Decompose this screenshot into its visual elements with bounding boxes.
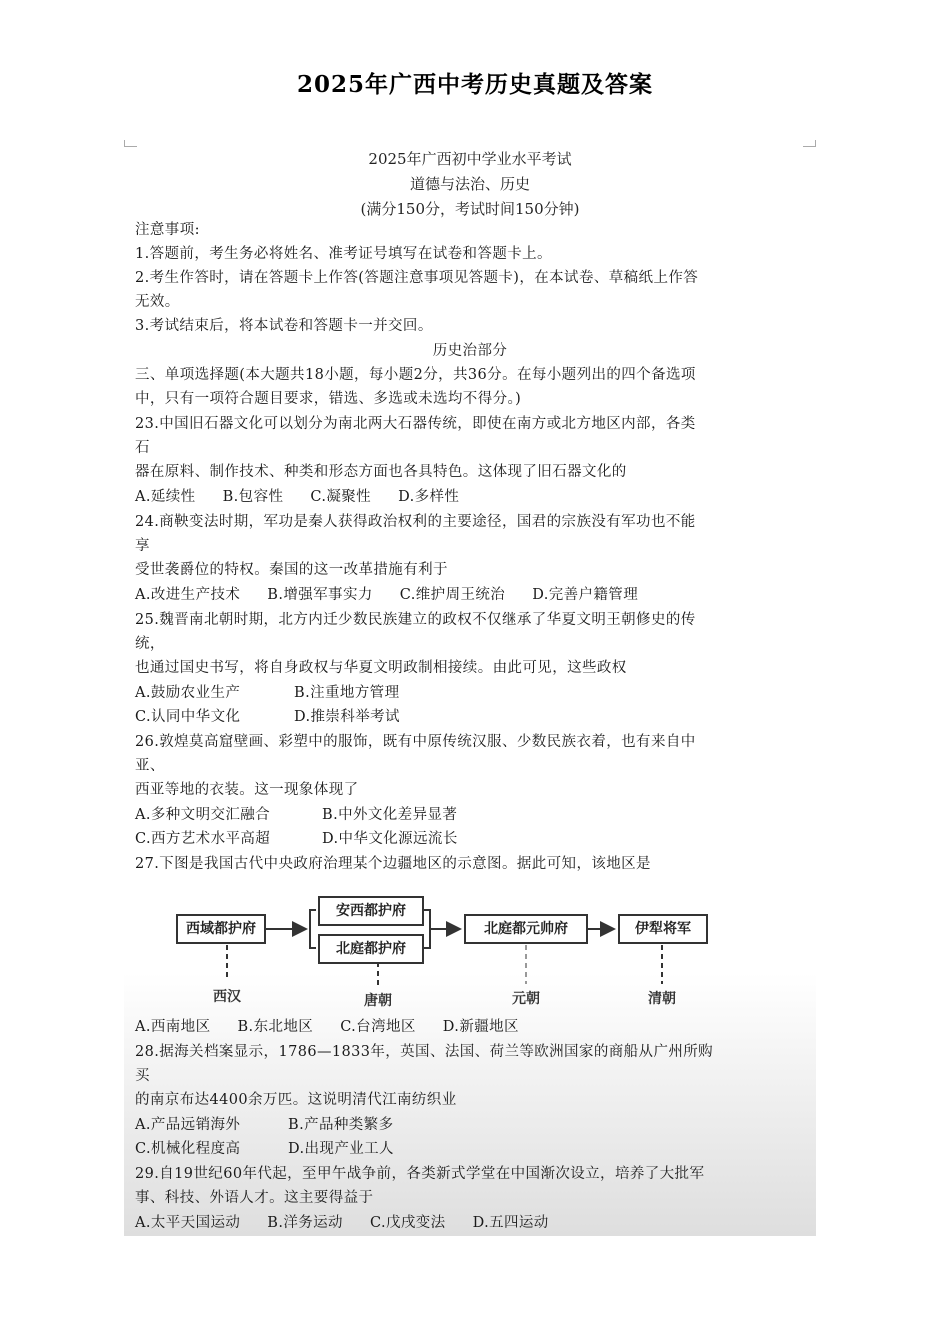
option-a: A.太平天国运动 [135,1215,241,1231]
question-26-options [135,829,815,849]
exam-title: 2025年广西初中学业水平考试 [368,150,572,168]
option-c: C.台湾地区 [340,1019,416,1035]
crop-mark-top-right [803,140,816,147]
box-beiting-duyuanshuaifu: 北庭都元帅府 [464,914,588,944]
option-b: B.包容性 [222,489,284,505]
option-d: D.多样性 [398,489,460,505]
question-28-options [135,1115,815,1135]
question-28-options [135,1139,815,1159]
frontier-administration-diagram [124,888,816,1018]
section-title: 历史治部分 [432,343,508,359]
option-c: C.认同中华文化 [135,709,241,725]
option-b: B.产品种类繁多 [288,1117,394,1133]
option-d: D.新疆地区 [442,1019,519,1035]
section-instruction: 三、单项选择题(本大题共18小题，每小题2分，共36分。在每小题列出的四个备选项 [135,367,696,383]
question-23-stem: 器在原料、制作技术、种类和形态方面也各具特色。这体现了旧石器文化的 [135,464,627,480]
option-a: A.延续性 [135,489,196,505]
question-23-options [135,487,815,507]
question-28-stem: 28.据海关档案显示，1786—1833年，英国、法国、荷兰等欧洲国家的商船从广州所购 [135,1044,714,1060]
question-26-stem: 26.敦煌莫高窟壁画、彩塑中的服饰，既有中原传统汉服、少数民族衣着，也有来自中 [135,734,696,750]
exam-subject: 道德与法治、历史 [409,175,530,193]
question-29-stem: 事、科技、外语人才。这主要得益于 [135,1190,374,1206]
option-b: B.中外文化差异显著 [322,807,458,823]
question-25-stem: 统， [135,636,165,652]
option-a: A.产品远销海外 [135,1117,241,1133]
note-line: 2.考生作答时，请在答题卡上作答(答题注意事项见答题卡)，在本试卷、草稿纸上作答 [135,270,699,286]
option-a: A.多种文明交汇融合 [135,807,271,823]
box-beiting-duhufu: 北庭都护府 [318,934,424,964]
era-xihan: 西汉 [213,989,241,1005]
notes-heading: 注意事项: [135,222,200,238]
page-title: 2025年广西中考历史真题及答案 [296,71,653,98]
option-b: B.注重地方管理 [294,685,400,701]
bracket-left-top [310,910,316,929]
question-27-stem: 27.下图是我国古代中央政府治理某个边疆地区的示意图。据此可知，该地区是 [135,856,651,872]
option-c: C.凝聚性 [310,489,372,505]
scanned-exam-page [124,140,816,1236]
question-25-options [135,683,815,703]
box-xiyu-duhufu: 西域都护府 [176,914,266,944]
question-28-stem: 的南京布达4400余万匹。这说明清代江南纺织业 [135,1092,457,1108]
era-yuan: 元朝 [512,991,540,1007]
option-a: A.改进生产技术 [135,587,241,603]
option-a: A.西南地区 [135,1019,211,1035]
question-26-options [135,805,815,825]
option-a: A.鼓励农业生产 [135,685,241,701]
note-line: 无效。 [135,294,180,310]
note-line: 3.考试结束后，将本试卷和答题卡一并交回。 [135,318,433,334]
option-b: B.增强军事实力 [267,587,373,603]
question-23-stem: 石 [135,440,150,456]
question-29-options [135,1213,815,1233]
option-d: D.出现产业工人 [288,1141,394,1157]
question-24-stem: 受世袭爵位的特权。秦国的这一改革措施有利于 [135,562,448,578]
option-c: C.西方艺术水平高超 [135,831,271,847]
question-25-options [135,707,815,727]
question-29-stem: 29.自19世纪60年代起，至甲午战争前，各类新式学堂在中国渐次设立，培养了大批军 [135,1166,705,1182]
question-24-stem: 24.商鞅变法时期，军功是秦人获得政治权利的主要途径，国君的宗族没有军功也不能 [135,514,696,530]
exam-info: (满分150分，考试时间150分钟) [360,200,580,218]
option-c: C.维护周王统治 [399,587,506,603]
box-yili-jiangjun: 伊犁将军 [618,914,708,944]
option-d: D.完善户籍管理 [532,587,639,603]
option-d: D.推崇科举考试 [294,709,400,725]
option-b: B.东北地区 [237,1019,314,1035]
question-27-options [135,1017,815,1037]
option-d: D.五四运动 [472,1215,549,1231]
question-24-stem: 享 [135,538,150,554]
era-qing: 清朝 [648,991,676,1007]
option-d: D.中华文化源远流长 [322,831,458,847]
option-b: B.洋务运动 [267,1215,343,1231]
option-c: C.戊戌变法 [369,1215,446,1231]
question-26-stem: 亚、 [135,758,165,774]
question-24-options [135,585,815,605]
crop-mark-top-left [124,140,137,147]
box-anxi-duhufu: 安西都护府 [318,896,424,926]
question-26-stem: 西亚等地的衣装。这一现象体现了 [135,782,359,798]
bracket-left-bottom [310,929,316,948]
question-23-stem: 23.中国旧石器文化可以划分为南北两大石器传统，即使在南方或北方地区内部，各类 [135,416,696,432]
question-28-stem: 买 [135,1068,150,1084]
question-25-stem: 25.魏晋南北朝时期，北方内迁少数民族建立的政权不仅继承了华夏文明王朝修史的传 [135,612,696,628]
note-line: 1.答题前，考生务必将姓名、准考证号填写在试卷和答题卡上。 [135,246,552,262]
section-instruction: 中，只有一项符合题目要求，错选、多选或未选均不得分。) [135,391,522,407]
option-c: C.机械化程度高 [135,1141,241,1157]
question-25-stem: 也通过国史书写，将自身政权与华夏文明政制相接续。由此可见，这些政权 [135,660,627,676]
era-tang: 唐朝 [364,993,392,1009]
